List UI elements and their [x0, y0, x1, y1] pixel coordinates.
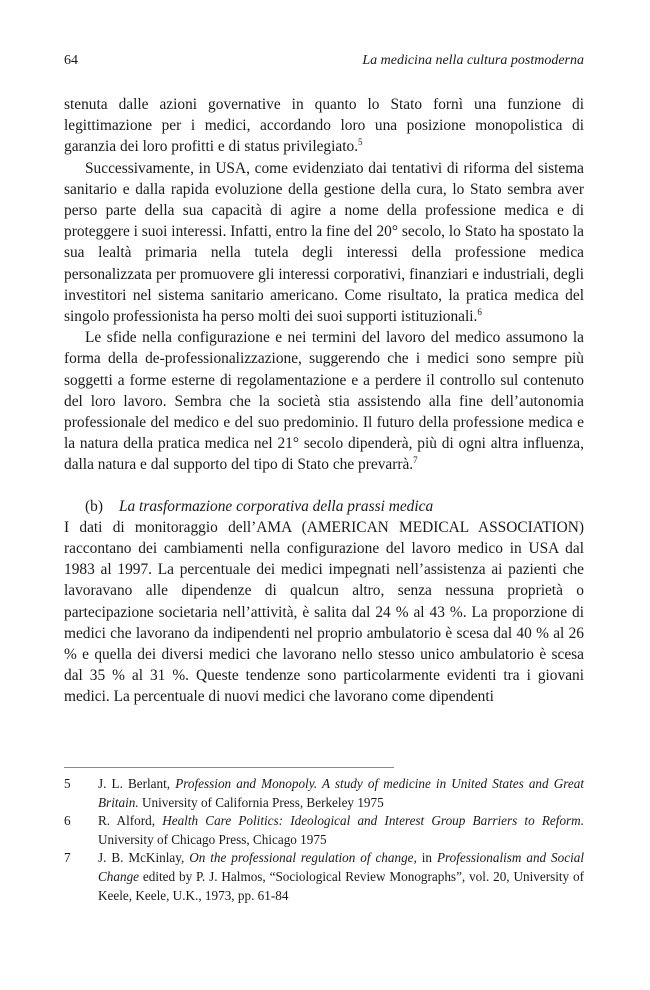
footnote-number: 5: [64, 776, 71, 791]
section-letter: (b): [85, 497, 103, 515]
footnote-ref[interactable]: 5: [358, 137, 363, 148]
footnote: 6 R. Alford, Health Care Politics: Ideological and Interest Group Barriers to Reform. University of Chicago Press, Chicago 1975: [64, 812, 584, 849]
footnote-ref[interactable]: 7: [413, 455, 418, 466]
body-text: [64, 94, 584, 708]
footnote-ref[interactable]: 6: [477, 306, 482, 317]
section-heading: [64, 496, 584, 517]
footnote: 5 J. L. Berlant, Profession and Monopoly. A study of medicine in United States and Great Britain. University of California Press, Berkeley 1975: [64, 775, 584, 812]
footnotes: [64, 775, 584, 905]
footnote-number: 7: [64, 850, 71, 866]
footnote-divider: [64, 767, 394, 768]
footnote: 7 J. B. McKinlay, On the professional regulation of change, in Professionalism and Social Change edited by P. J. Halmos, “Sociological Review Monographs”, vol. 20, University of Keele, Keele, U.K., 1973, pp. 61-84: [64, 849, 584, 905]
paragraph: I dati di monitoraggio dell’AMA (AMERICAN MEDICAL ASSOCIATION) raccontano dei cambiamenti nella configurazione del lavoro medico in USA dal 1983 al 1997. La percentuale dei medici impegnati nell’assistenza ai pazienti che lavoravano alle dipendenze di qualcun altro, senza nessuna proprietà o partecipazione societaria nell’attività, è salita dal 24 % al 43 %. La proporzione di medici che lavorano da indipendenti nel proprio ambulatorio è scesa dal 40 % al 26 % e quella dei diversi medici che lavorano nello stesso unico ambulatorio è scesa dal 35 % al 31 %. Queste tendenze sono particolarmente evidenti tra i giovani medici. La percentuale di nuovi medici che lavorano come dipendenti: [64, 518, 584, 706]
running-title: La medicina nella cultura postmoderna: [362, 53, 584, 68]
paragraph: Le sfide nella configurazione e nei termini del lavoro del medico assumono la forma della de-professionalizzazione, suggerendo che i medici sono sempre più soggetti a forme esterne di regolamentazione e a perdere il controllo sul contenuto del loro lavoro. Sembra che la società stia assistendo alla fine dell’autonomia professionale del medico e del suo predominio. Il futuro della professione medica e la natura della pratica medica nel 21° secolo dipenderà, più di ogni altra influenza, dalla natura e dal supporto del tipo di Stato che prevarrà.$^7$: [64, 329, 584, 474]
page-number: 64: [64, 53, 78, 68]
section-title: La trasformazione corporativa della prassi medica: [118, 497, 434, 515]
paragraph: Successivamente, in USA, come evidenziato dai tentativi di riforma del sistema sanitario e dalla rapida evoluzione della gestione della cura, lo Stato sembra aver perso parte della sua capacità di agire a nome della professione medica e di proteggere i suoi interessi. Infatti, entro la fine del 20° secolo, lo Stato ha spostato la sua lealtà primaria nella tutela degli interessi della professione medica personalizzata per promuovere gli interessi corporativi, finanziari e industriali, degli investitori nel sistema sanitario americano. Come risultato, la pratica medica del singolo professionista ha perso molti dei suoi supporti istituzionali.$^6$: [64, 159, 584, 326]
page-header: [64, 51, 584, 71]
paragraph: stenuta dalle azioni governative in quanto lo Stato fornì una funzione di legittimazione per i medici, accordando loro una posizione monopolistica di garanzia dei loro profitti e di status privilegiato.$^5$: [64, 96, 584, 156]
footnote-number: 6: [64, 813, 71, 829]
